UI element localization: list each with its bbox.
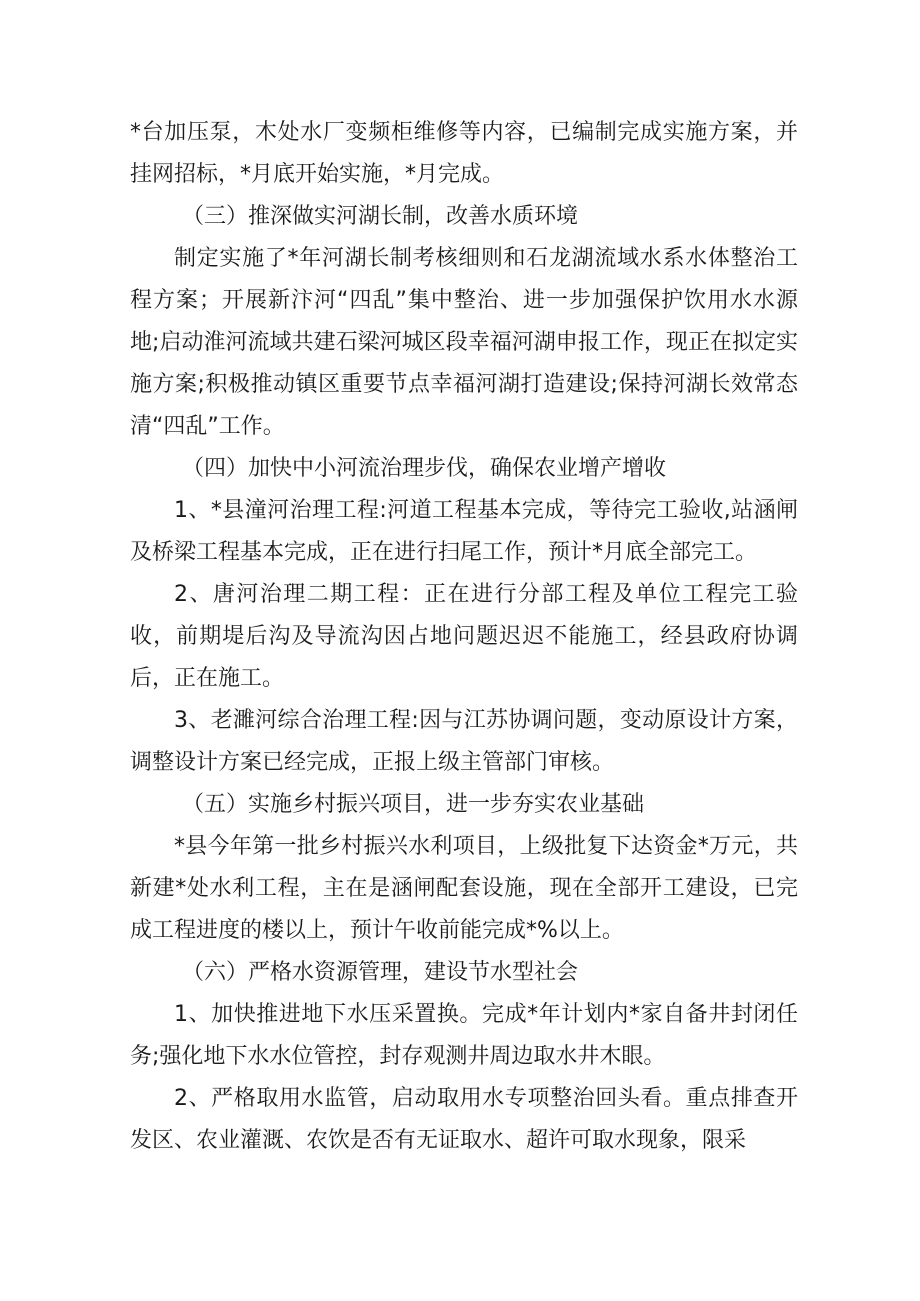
paragraph-water-supervision: 2、严格取用水监管，启动取用水专项整治回头看。重点排查开发区、农业灌溉、农饮是否有无证取水、超许可取水现象，限采 — [130, 1086, 798, 1153]
paragraph-laosui-river: 3、老濉河综合治理工程:因与江苏协调问题，变动原设计方案，调整设计方案已经完成，正报上级主管部门审核。 — [130, 708, 798, 775]
section-heading-6: （六）严格水资源管理，建设节水型社会 — [182, 960, 579, 985]
paragraph-tang-river: 2、唐河治理二期工程：正在进行分部工程及单位工程完工验收，前期堤后沟及导流沟因占地问题迟迟不能施工，经县政府协调后，正在施工。 — [130, 582, 798, 691]
section-heading-4: （四）加快中小河流治理步伐，确保农业增产增收 — [182, 456, 667, 481]
paragraph-groundwater: 1、加快推进地下水压采置换。完成*年计划内*家自备井封闭任务;强化地下水水位管控，封存观测井周边取水井木眼。 — [130, 1002, 798, 1069]
paragraph-continuation: *台加压泵，木处水厂变频柜维修等内容，已编制完成实施方案，并挂网招标，*月底开始实施，*月完成。 — [130, 120, 798, 187]
paragraph-tong-river: 1、*县潼河治理工程:河道工程基本完成，等待完工验收,站涵闸及桥梁工程基本完成，正在进行扫尾工作，预计*月底全部完工。 — [130, 498, 798, 565]
section-heading-3: （三）推深做实河湖长制，改善水质环境 — [182, 204, 579, 229]
document-body — [130, 112, 798, 1162]
paragraph-river-lake-chief: 制定实施了*年河湖长制考核细则和石龙湖流域水系水体整治工程方案；开展新汴河“四乱”集中整治、进一步加强保护饮用水水源地;启动淮河流域共建石梁河城区段幸福河湖申报工作，现正在拟定实施方案;积极推动镇区重要节点幸福河湖打造建设;保持河湖长效常态清“四乱”工作。 — [130, 246, 798, 439]
section-heading-5: （五）实施乡村振兴项目，进一步夯实农业基础 — [182, 792, 645, 817]
paragraph-rural-revitalization: *县今年第一批乡村振兴水利项目，上级批复下达资金*万元，共新建*处水利工程，主在是涵闸配套设施，现在全部开工建设，已完成工程进度的楼以上，预计午收前能完成*%以上。 — [130, 834, 798, 943]
